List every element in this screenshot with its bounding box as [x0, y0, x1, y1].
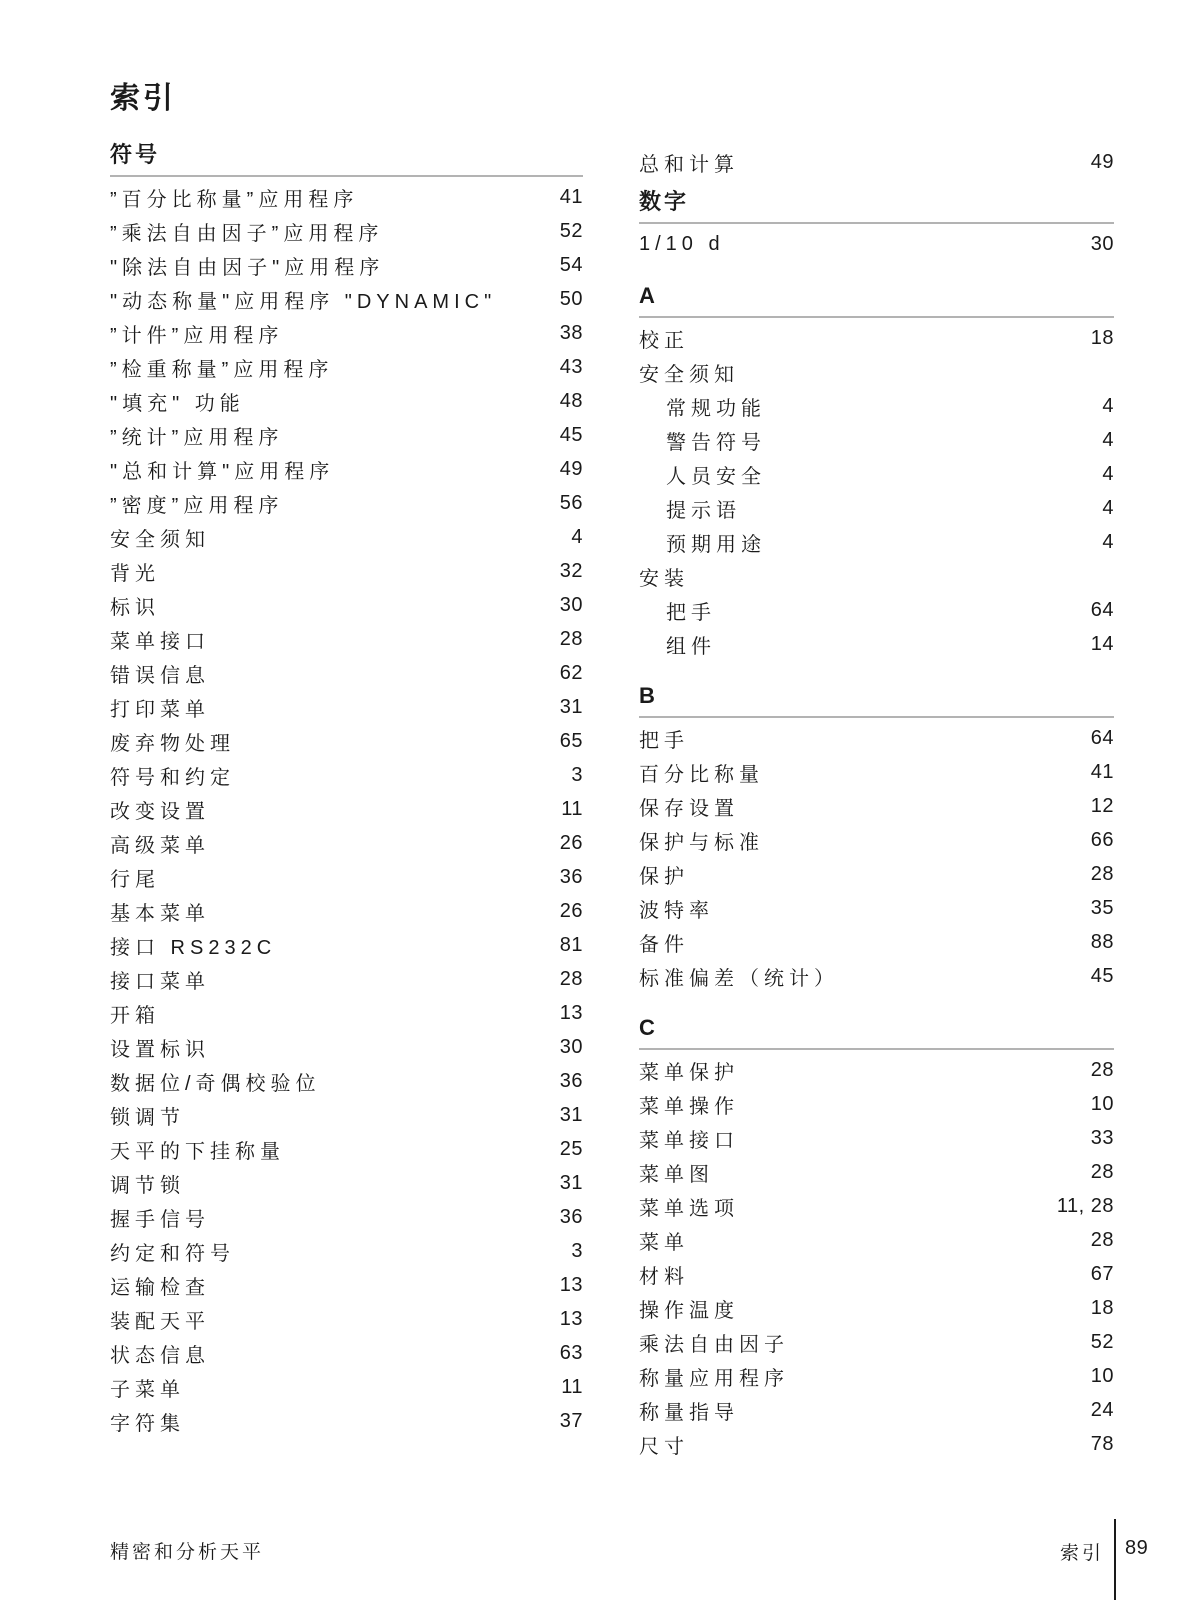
- index-entry-page: 81: [559, 933, 583, 956]
- index-entry: [639, 1359, 1114, 1393]
- index-entry-label: 波特率: [639, 899, 714, 922]
- section-header: A: [639, 283, 1114, 318]
- index-entry-page: 49: [1090, 150, 1114, 173]
- index-entry-label: 校正: [639, 329, 689, 352]
- index-entry-page: 48: [559, 389, 583, 412]
- index-entry: [639, 423, 1114, 457]
- index-entry-label: 百分比称量: [639, 763, 764, 786]
- index-entry-label: 把手: [639, 729, 689, 752]
- index-entry: [639, 593, 1114, 627]
- index-entry: [110, 282, 583, 316]
- index-entry: [110, 180, 583, 214]
- index-entry: [639, 559, 1114, 593]
- index-entry-label: 尺寸: [639, 1435, 689, 1458]
- index-entry-label: 接口 RS232C: [110, 936, 277, 959]
- index-section: [639, 189, 1114, 261]
- index-entry-page: 13: [559, 1307, 583, 1330]
- index-entry: [639, 789, 1114, 823]
- index-entry-page: 37: [559, 1409, 583, 1432]
- index-entry: [110, 1030, 583, 1064]
- index-entry: [110, 894, 583, 928]
- index-column-right: [639, 142, 1114, 1461]
- index-entry: [639, 755, 1114, 789]
- index-entry: [110, 588, 583, 622]
- index-entry: [110, 1234, 583, 1268]
- index-entry-page: 4: [1102, 530, 1114, 553]
- index-entry: [110, 1302, 583, 1336]
- index-entry-page: 12: [1090, 794, 1114, 817]
- index-entry-page: 36: [559, 865, 583, 888]
- index-entry-page: 3: [571, 1239, 583, 1262]
- index-entry: [639, 1223, 1114, 1257]
- index-entry: [639, 1257, 1114, 1291]
- index-entry-page: 28: [559, 627, 583, 650]
- index-entry-page: 45: [1090, 964, 1114, 987]
- footer-divider-rule: [1114, 1519, 1116, 1600]
- index-column-left: [110, 142, 583, 1438]
- index-entry: [639, 491, 1114, 525]
- index-entry-page: 38: [559, 321, 583, 344]
- index-entry-label: 行尾: [110, 868, 160, 891]
- index-entry-label: "总和计算"应用程序: [110, 460, 335, 483]
- index-columns: [110, 142, 1114, 1461]
- index-entry-label: 符号和约定: [110, 766, 235, 789]
- index-entry-label: 改变设置: [110, 800, 210, 823]
- index-entry-page: 28: [559, 967, 583, 990]
- index-entry-page: 11: [561, 797, 583, 820]
- index-entry-page: 31: [559, 695, 583, 718]
- footer-document-title: 精密和分析天平: [110, 1542, 265, 1563]
- index-entry-label: 数据位/奇偶校验位: [110, 1072, 321, 1095]
- index-entry-label: 人员安全: [666, 465, 766, 488]
- index-entry-page: 64: [1090, 598, 1114, 621]
- index-entry-page: 14: [1090, 632, 1114, 655]
- index-entry: [639, 1155, 1114, 1189]
- index-entry-label: 菜单保护: [639, 1061, 739, 1084]
- index-entry: [110, 350, 583, 384]
- index-entry-page: 18: [1090, 1296, 1114, 1319]
- footer-page-number: 89: [1125, 1537, 1149, 1559]
- index-entry-page: 30: [1090, 232, 1114, 255]
- index-entry-page: 4: [1102, 428, 1114, 451]
- index-entry-label: 握手信号: [110, 1208, 210, 1231]
- index-entry-label: 约定和符号: [110, 1242, 235, 1265]
- index-entry-label: 安全须知: [110, 528, 210, 551]
- index-entry-page: 43: [559, 355, 583, 378]
- index-entry-label: 标准偏差（统计）: [639, 967, 839, 990]
- index-entry-page: 13: [559, 1273, 583, 1296]
- index-entry-label: 把手: [666, 601, 716, 624]
- index-section: [639, 683, 1114, 993]
- index-entry-label: 状态信息: [110, 1344, 210, 1367]
- index-entry-label: 保护: [639, 865, 689, 888]
- index-entry-page: 26: [559, 831, 583, 854]
- index-entry-page: 52: [559, 219, 583, 242]
- index-section: [639, 283, 1114, 661]
- index-entry-page: 28: [1090, 1058, 1114, 1081]
- index-entry: [110, 1132, 583, 1166]
- index-entry: [110, 690, 583, 724]
- index-entry-page: 54: [559, 253, 583, 276]
- index-entry: [110, 826, 583, 860]
- section-header: 数字: [639, 189, 1114, 224]
- index-entry: [110, 724, 583, 758]
- index-entry-label: 开箱: [110, 1004, 160, 1027]
- index-entry: [110, 1166, 583, 1200]
- index-entry: [639, 959, 1114, 993]
- index-entry-page: 10: [1090, 1092, 1114, 1115]
- index-entry: [639, 227, 1114, 261]
- section-header: 符号: [110, 142, 583, 177]
- index-entry-page: 45: [559, 423, 583, 446]
- index-entry: [639, 1325, 1114, 1359]
- index-entry-page: 3: [571, 763, 583, 786]
- index-entry-label: 标识: [110, 596, 160, 619]
- index-entry-label: 子菜单: [110, 1378, 185, 1401]
- index-entry-label: "动态称量"应用程序 "DYNAMIC": [110, 290, 497, 313]
- index-section: [639, 142, 1114, 179]
- index-entry-label: 总和计算: [639, 153, 739, 176]
- index-entry-label: 备件: [639, 933, 689, 956]
- index-entry-label: ”百分比称量”应用程序: [110, 188, 359, 211]
- index-entry-page: 35: [1090, 896, 1114, 919]
- index-entry: [110, 1370, 583, 1404]
- index-entry-page: 30: [559, 1035, 583, 1058]
- index-entry-page: 31: [559, 1171, 583, 1194]
- index-entry-page: 4: [1102, 462, 1114, 485]
- index-entry-label: "填充" 功能: [110, 392, 245, 415]
- index-entry: [110, 792, 583, 826]
- index-entry: [110, 1404, 583, 1438]
- index-entry-label: 错误信息: [110, 664, 210, 687]
- index-entry-page: 4: [1102, 394, 1114, 417]
- index-entry-label: 预期用途: [666, 533, 766, 556]
- entry-list: [639, 224, 1114, 261]
- section-header: B: [639, 683, 1114, 718]
- index-entry-page: 10: [1090, 1364, 1114, 1387]
- index-entry-page: 28: [1090, 1160, 1114, 1183]
- index-entry-page: 66: [1090, 828, 1114, 851]
- index-entry-label: 废弃物处理: [110, 732, 235, 755]
- index-entry-page: 32: [559, 559, 583, 582]
- section-header: C: [639, 1015, 1114, 1050]
- entry-list: [639, 318, 1114, 661]
- index-entry-page: 4: [1102, 496, 1114, 519]
- index-entry: [639, 355, 1114, 389]
- index-entry-label: 装配天平: [110, 1310, 210, 1333]
- index-entry: [110, 452, 583, 486]
- index-entry: [639, 891, 1114, 925]
- index-entry: [110, 996, 583, 1030]
- index-entry: [110, 248, 583, 282]
- index-entry-label: 运输检查: [110, 1276, 210, 1299]
- index-entry: [110, 316, 583, 350]
- index-entry-label: "除法自由因子"应用程序: [110, 256, 385, 279]
- page-content: [110, 82, 1114, 1461]
- index-entry-page: 31: [559, 1103, 583, 1126]
- index-entry-page: 18: [1090, 326, 1114, 349]
- index-entry-page: 67: [1090, 1262, 1114, 1285]
- index-entry-label: 菜单操作: [639, 1095, 739, 1118]
- index-entry: [639, 1087, 1114, 1121]
- index-entry: [110, 1098, 583, 1132]
- index-entry-label: ”计件”应用程序: [110, 324, 284, 347]
- index-entry: [110, 1336, 583, 1370]
- index-entry-page: 25: [559, 1137, 583, 1160]
- entry-list: [639, 142, 1114, 179]
- index-entry-label: 保存设置: [639, 797, 739, 820]
- index-entry: [110, 1200, 583, 1234]
- index-entry-page: 50: [559, 287, 583, 310]
- index-section: [110, 142, 583, 1438]
- index-entry-label: 字符集: [110, 1412, 185, 1435]
- index-entry-label: 常规功能: [666, 397, 766, 420]
- index-entry-label: 菜单: [639, 1231, 689, 1254]
- index-entry-page: 56: [559, 491, 583, 514]
- index-entry: [110, 656, 583, 690]
- index-entry-page: 11: [561, 1375, 583, 1398]
- index-entry-page: 63: [559, 1341, 583, 1364]
- index-entry-label: 菜单选项: [639, 1197, 739, 1220]
- index-entry-page: 62: [559, 661, 583, 684]
- index-entry: [110, 962, 583, 996]
- index-entry-page: 78: [1090, 1432, 1114, 1455]
- entry-list: [110, 177, 583, 1438]
- index-entry-label: 基本菜单: [110, 902, 210, 925]
- index-entry: [110, 758, 583, 792]
- index-entry-label: ”密度”应用程序: [110, 494, 284, 517]
- index-entry-page: 11, 28: [1056, 1194, 1114, 1217]
- index-entry-label: 高级菜单: [110, 834, 210, 857]
- index-entry: [639, 627, 1114, 661]
- index-entry: [110, 928, 583, 962]
- index-entry: [110, 384, 583, 418]
- index-entry: [639, 389, 1114, 423]
- index-entry-label: 称量应用程序: [639, 1367, 789, 1390]
- page-title: 索引: [110, 82, 176, 115]
- index-entry-label: 接口菜单: [110, 970, 210, 993]
- index-entry-label: 乘法自由因子: [639, 1333, 789, 1356]
- index-entry-label: 菜单接口: [110, 630, 210, 653]
- index-entry-label: 提示语: [666, 499, 741, 522]
- index-entry: [110, 554, 583, 588]
- index-entry-label: 背光: [110, 562, 160, 585]
- index-entry-page: 41: [1090, 760, 1114, 783]
- index-entry-label: 组件: [666, 635, 716, 658]
- index-entry-page: 88: [1090, 930, 1114, 953]
- entry-list: [639, 1050, 1114, 1461]
- index-entry: [639, 457, 1114, 491]
- index-entry-label: 打印菜单: [110, 698, 210, 721]
- index-entry: [639, 721, 1114, 755]
- index-entry: [110, 1064, 583, 1098]
- index-entry: [110, 486, 583, 520]
- index-entry: [639, 1393, 1114, 1427]
- footer-section-label: 索引: [1059, 1543, 1104, 1564]
- index-entry-label: 称量指导: [639, 1401, 739, 1424]
- index-entry-page: 4: [571, 525, 583, 548]
- index-entry-label: ”检重称量”应用程序: [110, 358, 334, 381]
- index-entry: [639, 857, 1114, 891]
- index-entry: [639, 1121, 1114, 1155]
- index-entry-label: 天平的下挂称量: [110, 1140, 285, 1163]
- index-entry-label: 操作温度: [639, 1299, 739, 1322]
- index-entry-page: 24: [1090, 1398, 1114, 1421]
- index-entry-label: 材料: [639, 1265, 689, 1288]
- index-entry-page: 49: [559, 457, 583, 480]
- index-entry-label: 设置标识: [110, 1038, 210, 1061]
- index-entry: [110, 860, 583, 894]
- index-entry: [639, 145, 1114, 179]
- index-entry-page: 30: [559, 593, 583, 616]
- index-entry-page: 36: [559, 1205, 583, 1228]
- index-entry-label: 菜单接口: [639, 1129, 739, 1152]
- index-entry: [110, 520, 583, 554]
- index-entry: [639, 525, 1114, 559]
- index-entry-page: 41: [559, 185, 583, 208]
- index-entry: [110, 1268, 583, 1302]
- index-entry: [639, 1427, 1114, 1461]
- index-entry: [110, 418, 583, 452]
- index-entry: [639, 321, 1114, 355]
- index-entry: [639, 823, 1114, 857]
- index-section: [639, 1015, 1114, 1461]
- index-entry-page: 13: [559, 1001, 583, 1024]
- index-entry: [639, 1189, 1114, 1223]
- index-entry-label: 保护与标准: [639, 831, 764, 854]
- index-entry-page: 28: [1090, 862, 1114, 885]
- index-entry: [110, 622, 583, 656]
- index-entry-label: 安全须知: [639, 363, 739, 386]
- index-entry-page: 28: [1090, 1228, 1114, 1251]
- index-entry: [639, 1291, 1114, 1325]
- entry-list: [639, 718, 1114, 993]
- index-entry-label: ”统计”应用程序: [110, 426, 284, 449]
- index-entry-page: 36: [559, 1069, 583, 1092]
- index-entry-label: 安装: [639, 567, 689, 590]
- index-entry-label: 菜单图: [639, 1163, 714, 1186]
- index-entry: [110, 214, 583, 248]
- index-entry-label: 1/10 d: [639, 232, 725, 255]
- index-entry-page: 65: [559, 729, 583, 752]
- index-entry-page: 52: [1090, 1330, 1114, 1353]
- index-entry-label: 锁调节: [110, 1106, 185, 1129]
- index-entry: [639, 1053, 1114, 1087]
- index-entry-page: 33: [1090, 1126, 1114, 1149]
- index-entry-page: 64: [1090, 726, 1114, 749]
- index-entry-label: 警告符号: [666, 431, 766, 454]
- index-entry-label: ”乘法自由因子”应用程序: [110, 222, 384, 245]
- index-entry: [639, 925, 1114, 959]
- index-entry-page: 26: [559, 899, 583, 922]
- index-entry-label: 调节锁: [110, 1174, 185, 1197]
